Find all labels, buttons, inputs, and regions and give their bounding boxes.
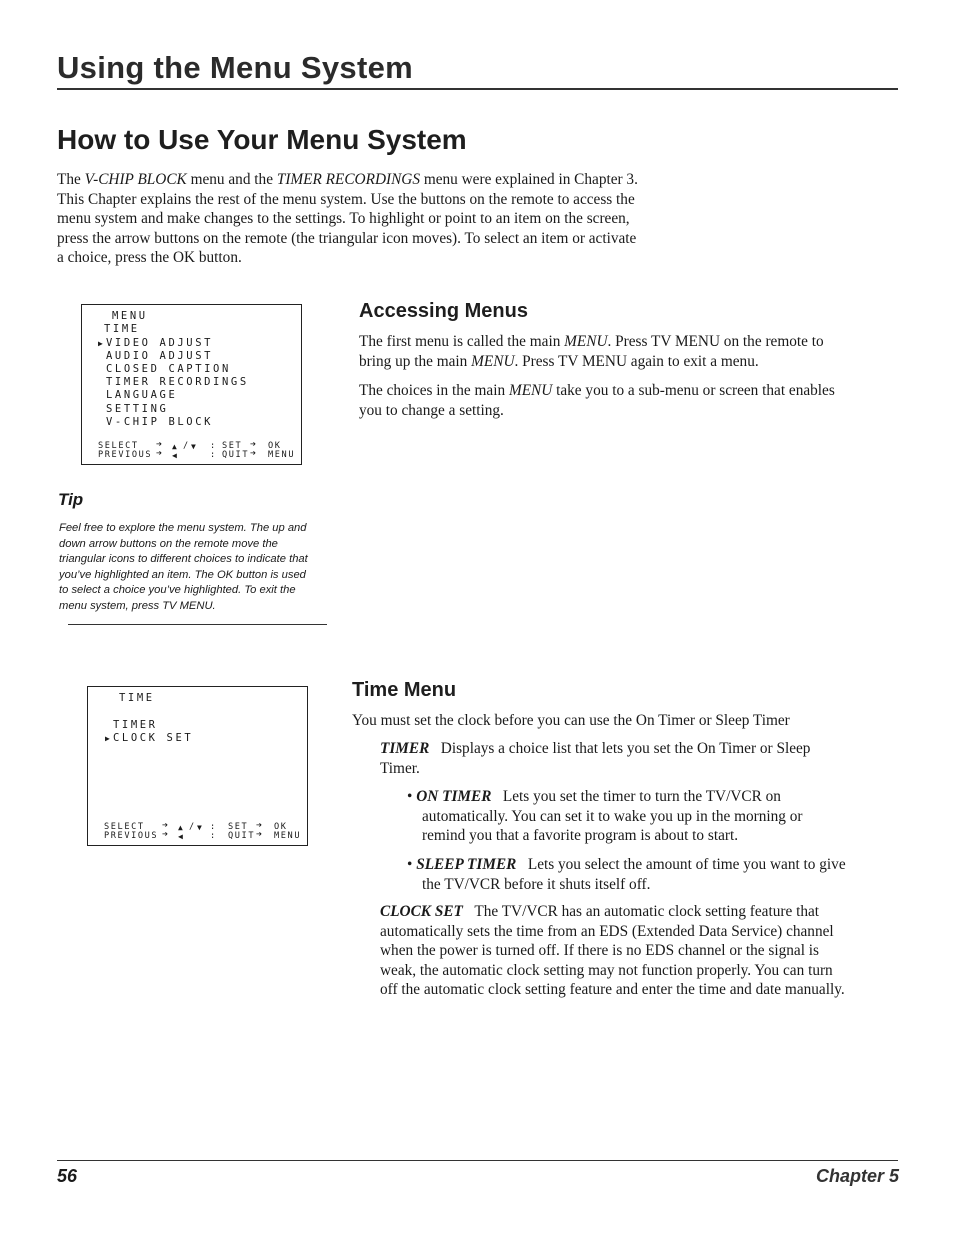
menu-screen-title: MENU — [112, 310, 148, 322]
intro-line: press the arrow buttons on the remote (the triangular icon moves). To select an item or activate — [57, 229, 637, 247]
right-arrow-icon: ➔ — [162, 829, 169, 840]
menu-item-v-chip-block: V-CHIP BLOCK — [106, 416, 214, 428]
timer-label: TIMER — [380, 740, 430, 757]
accessing-menus-paragraph-1: The first menu is called the main MENU. Press TV MENU on the remote to bring up the main MENU. Press TV MENU again to exit a menu. — [359, 333, 824, 370]
clock-set-label: CLOCK SET — [380, 903, 463, 920]
footer-select-label: SELECT — [104, 822, 145, 832]
intro-line: The V-CHIP BLOCK menu and the TIMER RECORDINGS menu were explained in Chapter 3. — [57, 171, 638, 188]
footer-quit-label: QUIT — [222, 450, 250, 460]
footer-colon: : — [210, 831, 217, 841]
selection-triangle-icon: ▶ — [98, 339, 103, 348]
on-timer-label: ON TIMER — [416, 788, 492, 805]
right-arrow-icon: ➔ — [256, 829, 263, 840]
page-number: 56 — [57, 1166, 78, 1186]
intro-line: a choice, press the OK button. — [57, 249, 242, 267]
down-triangle-icon: ▼ — [191, 442, 196, 451]
chapter-label: Chapter 5 — [815, 1166, 899, 1186]
up-triangle-icon: ▲ — [172, 442, 177, 451]
timer-description: TIMER Displays a choice list that lets you set the On Timer or Sleep Timer. — [380, 740, 811, 777]
footer-menu-label: MENU — [268, 450, 296, 460]
sleep-timer-label: SLEEP TIMER — [416, 856, 517, 873]
intro-paragraph — [57, 170, 707, 268]
time-menu-heading: Time Menu — [352, 679, 457, 701]
footer-quit-label: QUIT — [228, 831, 256, 841]
footer-ok-label: OK — [274, 822, 288, 832]
footer-slash: / — [189, 822, 196, 832]
right-arrow-icon: ➔ — [250, 448, 257, 459]
footer-colon: : — [210, 822, 217, 832]
menu-item-time: TIME — [104, 323, 140, 335]
selection-triangle-icon: ▶ — [105, 734, 110, 743]
footer-colon: : — [210, 441, 217, 451]
right-arrow-icon: ➔ — [256, 820, 263, 831]
menu-item-closed-caption: CLOSED CAPTION — [106, 363, 231, 375]
footer-select-label: SELECT — [98, 441, 139, 451]
footer-previous-label: PREVIOUS — [104, 831, 159, 841]
tip-heading: Tip — [58, 490, 84, 509]
footer-previous-label: PREVIOUS — [98, 450, 153, 460]
footer-menu-label: MENU — [274, 831, 302, 841]
menu-item-audio-adjust: AUDIO ADJUST — [106, 350, 214, 362]
accessing-menus-heading: Accessing Menus — [359, 300, 528, 322]
page-heading: How to Use Your Menu System — [57, 124, 467, 155]
footer-set-label: SET — [222, 441, 243, 451]
sleep-timer-bullet: • SLEEP TIMER Lets you select the amount of time you want to give the TV/VCR before it shuts itself off. — [407, 856, 846, 893]
intro-line: menu system and make changes to the settings. To highlight or point to an item on the screen, — [57, 210, 630, 228]
footer-rule — [57, 1160, 898, 1161]
footer-set-label: SET — [228, 822, 249, 832]
time-menu-screen — [87, 686, 308, 846]
down-triangle-icon: ▼ — [197, 823, 202, 832]
right-arrow-icon: ➔ — [250, 439, 257, 450]
tip-text: Feel free to explore the menu system. The up and down arrow buttons on the remote move the triangular icons to different choices to indicate that you’ve highlighted an item. The OK button is used to select a choice you’ve highlighted. To exit the menu system, press TV MENU. — [59, 522, 308, 612]
footer-colon: : — [210, 450, 217, 460]
tip-rule — [68, 624, 327, 625]
time-item-clock-set: CLOCK SET — [113, 732, 194, 744]
header-rule — [57, 88, 898, 90]
time-screen-title: TIME — [119, 692, 155, 704]
time-menu-intro: You must set the clock before you can use the On Timer or Sleep Timer — [352, 712, 790, 729]
menu-item-timer-recordings: TIMER RECORDINGS — [106, 376, 249, 388]
clock-set-description: CLOCK SET The TV/VCR has an automatic clock setting feature that automatically sets the time from an EDS (Extended Data Service) channel when the power is turned off. If there is no EDS channel or the signal is weak, the automatic clock setting may not function properly. You can turn off the automatic clock setting feature and enter the time and date manually. — [380, 903, 845, 999]
footer-slash: / — [183, 441, 190, 451]
intro-line: This Chapter explains the rest of the menu system. Use the buttons on the remote to access the — [57, 190, 635, 208]
menu-item-setting: SETTING — [106, 403, 169, 415]
right-arrow-icon: ➔ — [156, 448, 163, 459]
on-timer-bullet: • ON TIMER Lets you set the timer to turn the TV/VCR on automatically. You can set it to wake you up in the morning or remind you that a favorite program is about to start. — [407, 788, 803, 845]
up-triangle-icon: ▲ — [178, 823, 183, 832]
footer-ok-label: OK — [268, 441, 282, 451]
left-triangle-icon: ◀ — [172, 451, 177, 460]
right-arrow-icon: ➔ — [156, 439, 163, 450]
chapter-title: Using the Menu System — [57, 50, 413, 85]
right-arrow-icon: ➔ — [162, 820, 169, 831]
menu-item-video-adjust: VIDEO ADJUST — [106, 337, 214, 349]
menu-item-language: LANGUAGE — [106, 389, 178, 401]
accessing-menus-paragraph-2: The choices in the main MENU take you to a sub-menu or screen that enables you to change a setting. — [359, 382, 835, 419]
main-menu-screen — [81, 304, 302, 465]
time-item-timer: TIMER — [113, 719, 158, 731]
left-triangle-icon: ◀ — [178, 832, 183, 841]
